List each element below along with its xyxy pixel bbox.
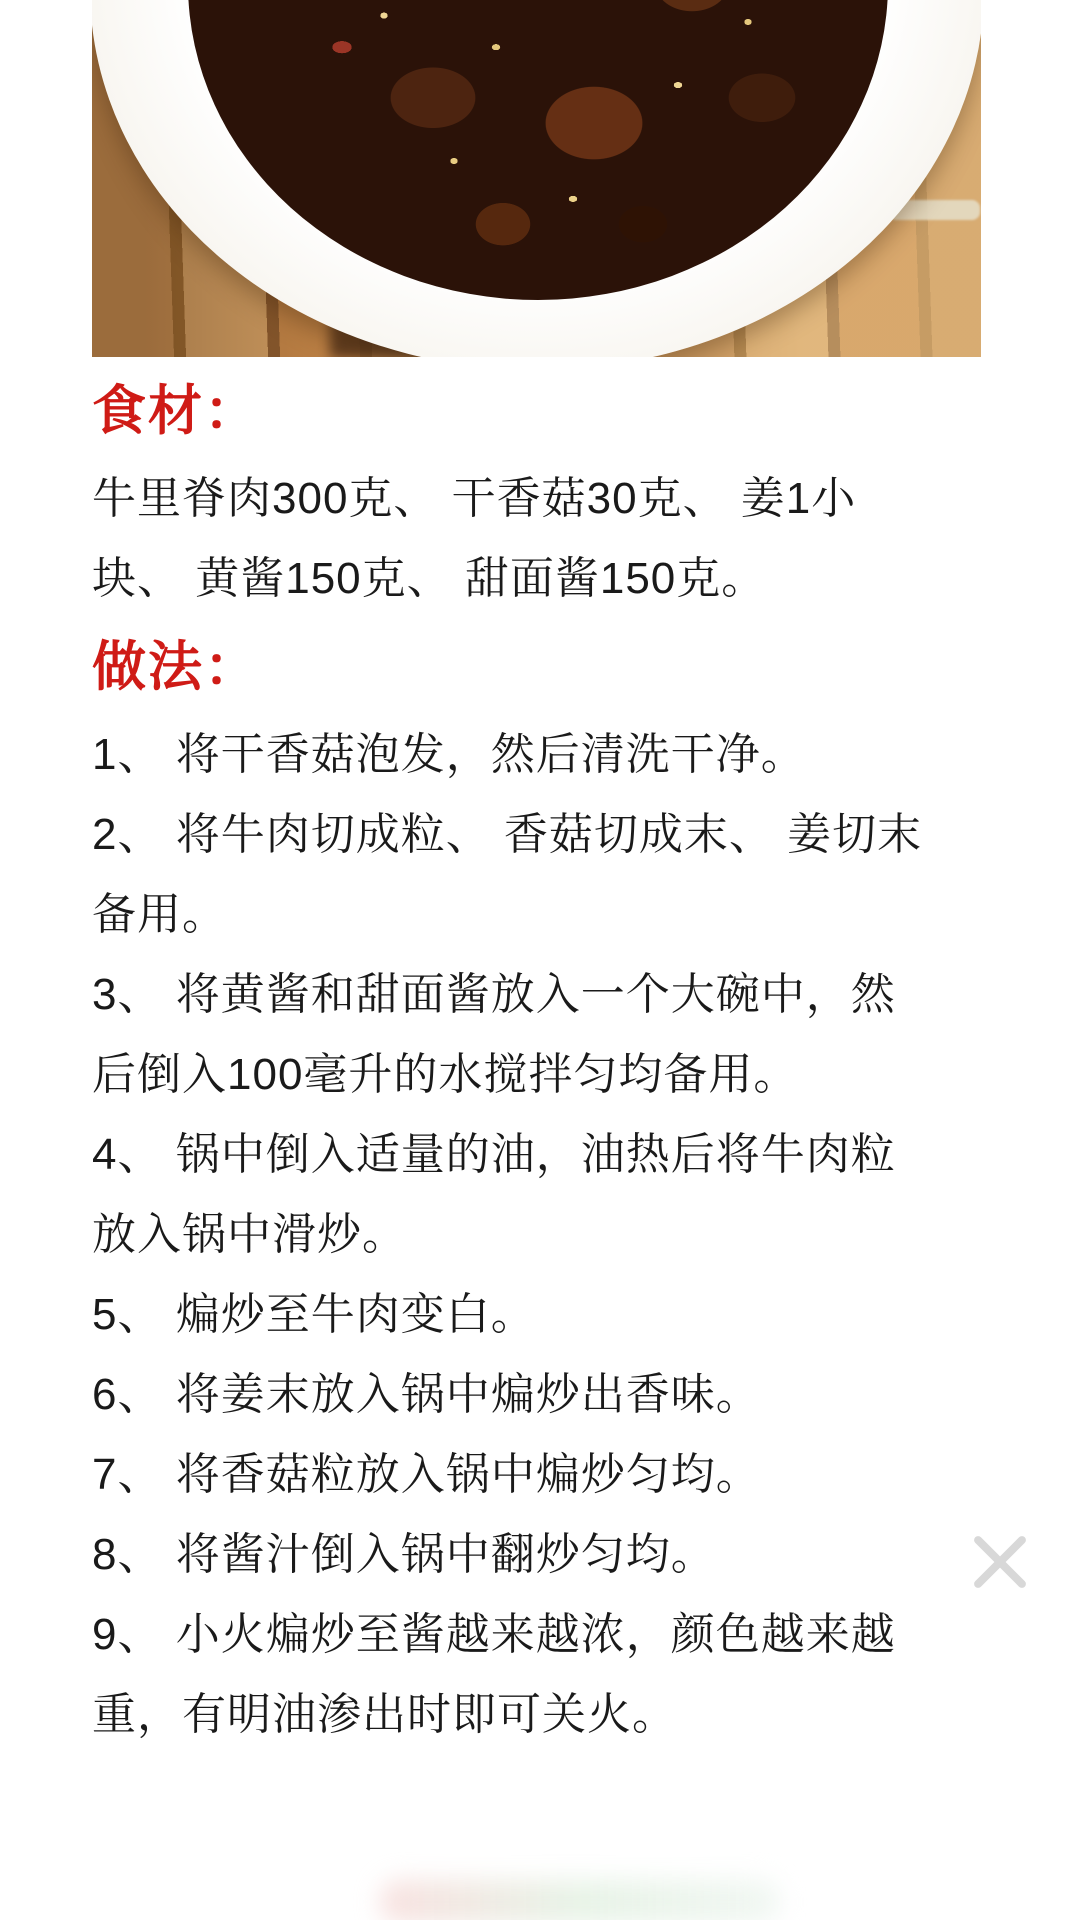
step-3: 3、 将黄酱和甜面酱放入一个大碗中，然后倒入100毫升的水搅拌匀均备用。 — [92, 970, 896, 1099]
method-heading: 做法： — [92, 637, 260, 697]
step-7: 7、 将香菇粒放入锅中煸炒匀均。 — [92, 1450, 761, 1499]
step-8: 8、 将酱汁倒入锅中翻炒匀均。 — [92, 1530, 716, 1579]
step-4: 4、 锅中倒入适量的油，油热后将牛肉粒放入锅中滑炒。 — [92, 1130, 896, 1259]
dish-photo — [92, 0, 981, 357]
step-5: 5、 煸炒至牛肉变白。 — [92, 1290, 536, 1339]
step-2: 2、 将牛肉切成粒、 香菇切成末、 姜切末备用。 — [92, 810, 923, 939]
bottom-blurred-element — [380, 1880, 780, 1920]
close-button[interactable] — [960, 1522, 1040, 1602]
ingredients-heading: 食材： — [92, 381, 260, 441]
step-6: 6、 将姜末放入锅中煸炒出香味。 — [92, 1370, 761, 1419]
ingredients-text: 牛里脊肉300克、 干香菇30克、 姜1小块、 黄酱150克、 甜面酱150克。 — [92, 474, 857, 603]
step-9: 9、 小火煸炒至酱越来越浓，颜色越来越重，有明油渗出时即可关火。 — [92, 1610, 896, 1739]
step-1: 1、 将干香菇泡发，然后清洗干净。 — [92, 730, 806, 779]
recipe-text — [92, 363, 940, 1755]
